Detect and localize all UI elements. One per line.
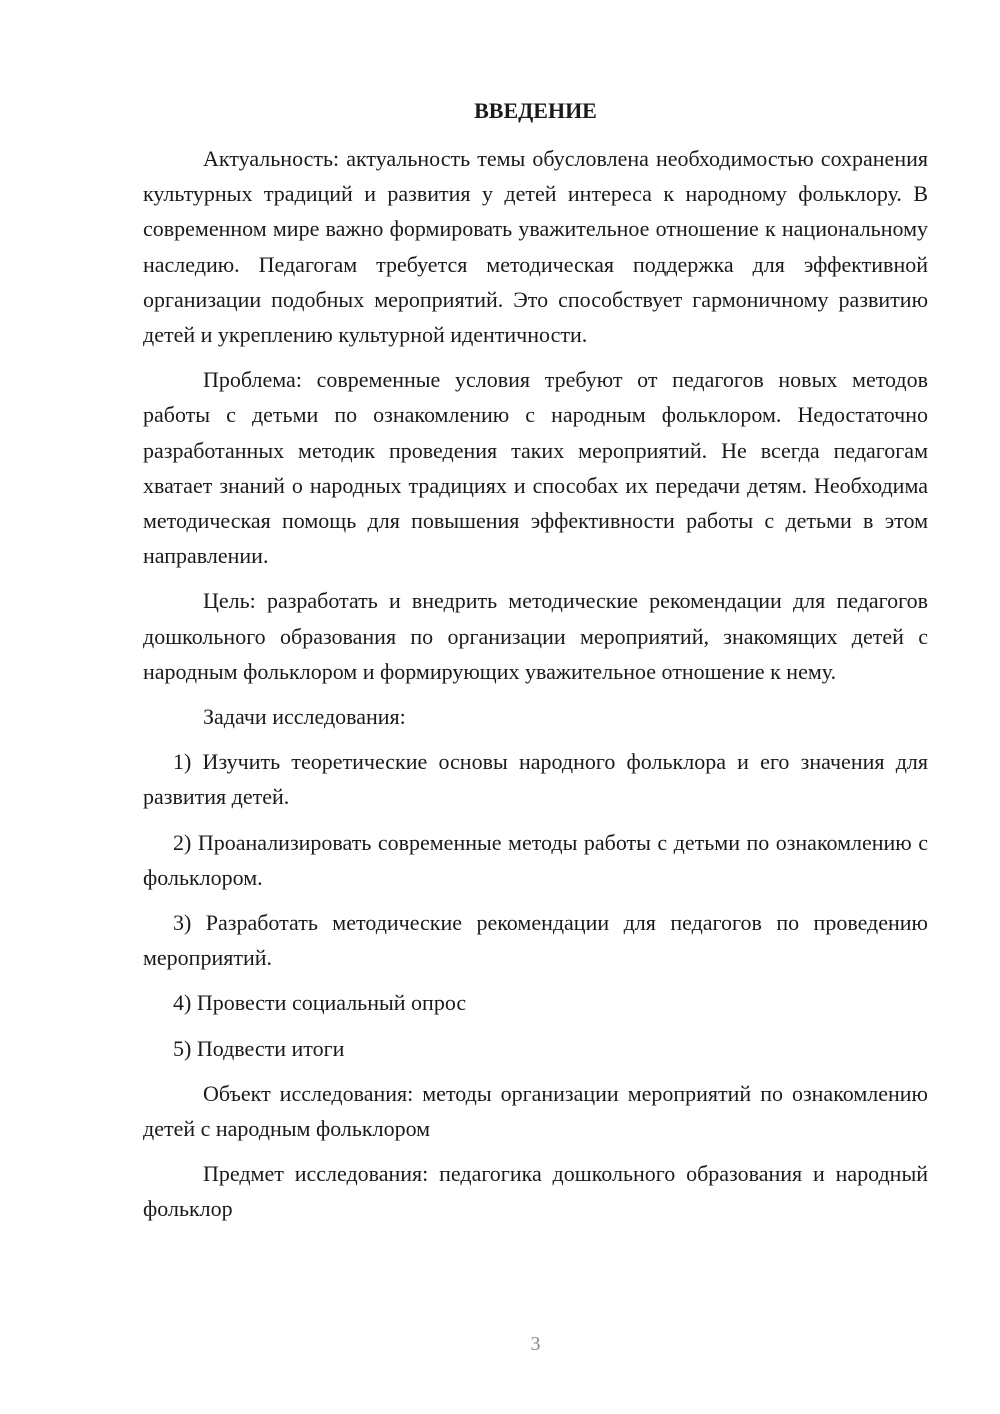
- task-item-4: 4) Провести социальный опрос: [173, 990, 467, 1016]
- tasks-heading: Задачи исследования:: [203, 704, 406, 730]
- page-title: ВВЕДЕНИЕ: [474, 98, 597, 123]
- task-item-2: 2) Проанализировать современные методы работы с детьми по ознакомлению с фольклором.: [143, 829, 928, 890]
- task-item-5: 5) Подвести итоги: [173, 1035, 345, 1061]
- page-number: 3: [530, 1333, 541, 1355]
- problem-paragraph: Проблема: современные условия требуют от педагогов новых методов работы с детьми по ознакомлению с народным фольклором. Недостаточно разработанных методик проведения таких мероприятий. Не всегда педагогам хватает знаний о народных традициях и способах их передачи детям. Необходима методическая помощь для повышения эффективности работы с детьми в этом направлении.: [143, 367, 928, 569]
- subject-paragraph: Предмет исследования: педагогика дошкольного образования и народный фольклор: [143, 1161, 928, 1222]
- task-item-3: 3) Разработать методические рекомендации для педагогов по проведению мероприятий.: [143, 910, 928, 971]
- relevance-paragraph: Актуальность: актуальность темы обусловлена необходимостью сохранения культурных традиций и развития у детей интереса к народному фольклору. В современном мире важно формировать уважительное отношение к национальному наследию. Педагогам требуется методическая поддержка для эффективной организации подобных мероприятий. Это способствует гармоничному развитию детей и укреплению культурной идентичности.: [143, 146, 928, 348]
- document-body: [143, 141, 928, 1237]
- goal-paragraph: Цель: разработать и внедрить методические рекомендации для педагогов дошкольного образования по организации мероприятий, знакомящих детей с народным фольклором и формирующих уважительное отношение к нему.: [143, 588, 928, 684]
- object-paragraph: Объект исследования: методы организации мероприятий по ознакомлению детей с народным фольклором: [143, 1080, 928, 1142]
- task-item-1: 1) Изучить теоретические основы народного фольклора и его значения для развития детей.: [143, 749, 928, 810]
- document-page: [143, 0, 928, 1414]
